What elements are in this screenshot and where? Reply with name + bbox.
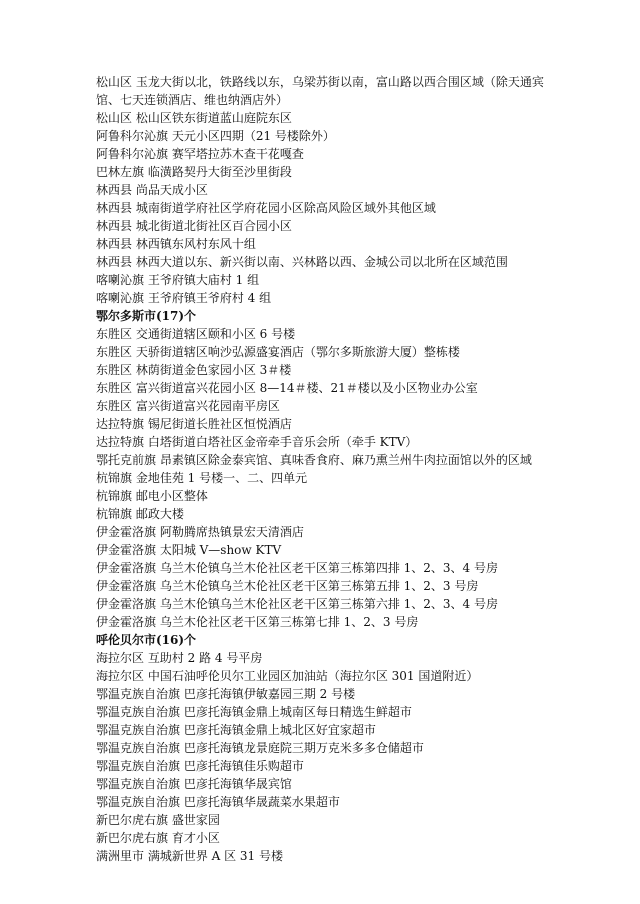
list-item: 喀喇沁旗 王爷府镇大庙村 1 组 (96, 273, 260, 287)
list-item: 鄂温克族自治旗 巴彦托海镇金鼎上城南区每日精选生鲜超市 (96, 705, 412, 719)
list-item: 达拉特旗 白塔街道白塔社区金帝牵手音乐会所（牵手 KTV） (96, 435, 418, 449)
list-item: 巴林左旗 临潢路契丹大街至沙里街段 (96, 165, 292, 179)
list-item: 伊金霍洛旗 乌兰木伦社区老干区第三栋第七排 1、2、3 号房 (96, 615, 419, 629)
list-item: 东胜区 林荫街道金色家园小区 3＃楼 (96, 363, 292, 377)
list-item: 林西县 林西大道以东、新兴街以南、兴林路以西、金城公司以北所在区域范围 (96, 255, 508, 269)
list-item: 松山区 玉龙大街以北，铁路线以东，乌梁苏街以南，富山路以西合围区域（除天通宾馆、七天连锁酒店、维也纳酒店外） (96, 75, 544, 107)
list-item: 林西县 林西镇东风村东风十组 (96, 237, 256, 251)
list-item: 阿鲁科尔沁旗 天元小区四期（21 号楼除外） (96, 129, 335, 143)
section-hulunbuir (96, 631, 556, 865)
list-item: 伊金霍洛旗 乌兰木伦镇乌兰木伦社区老干区第三栋第四排 1、2、3、4 号房 (96, 561, 498, 575)
section-heading: 呼伦贝尔市(16)个 (96, 633, 197, 647)
list-item: 海拉尔区 互助村 2 路 4 号平房 (96, 651, 263, 665)
list-item: 林西县 城南街道学府社区学府花园小区除高风险区域外其他区域 (96, 201, 436, 215)
document-page (96, 73, 556, 865)
list-item: 新巴尔虎右旗 育才小区 (96, 831, 220, 845)
list-item: 新巴尔虎右旗 盛世家园 (96, 813, 220, 827)
list-item: 杭锦旗 邮政大楼 (96, 507, 184, 521)
list-item: 伊金霍洛旗 阿勒腾席热镇景宏天清酒店 (96, 525, 304, 539)
list-item: 伊金霍洛旗 太阳城 V—show KTV (96, 543, 282, 557)
list-item: 东胜区 富兴街道富兴花园小区 8—14＃楼、21＃楼以及小区物业办公室 (96, 381, 478, 395)
section-heading: 鄂尔多斯市(17)个 (96, 309, 197, 323)
list-item: 林西县 城北街道北街社区百合园小区 (96, 219, 292, 233)
list-item: 阿鲁科尔沁旗 赛罕塔拉苏木查干花嘎查 (96, 147, 304, 161)
list-item: 满洲里市 满城新世界 A 区 31 号楼 (96, 849, 284, 863)
list-item: 鄂温克族自治旗 巴彦托海镇佳乐购超市 (96, 759, 304, 773)
list-item: 伊金霍洛旗 乌兰木伦镇乌兰木伦社区老干区第三栋第六排 1、2、3、4 号房 (96, 597, 498, 611)
list-item: 喀喇沁旗 王爷府镇王爷府村 4 组 (96, 291, 272, 305)
list-item: 鄂温克族自治旗 巴彦托海镇伊敏嘉园三期 2 号楼 (96, 687, 356, 701)
list-item: 东胜区 天骄街道辖区响沙弘源盛宴酒店（鄂尔多斯旅游大厦）整栋楼 (96, 345, 460, 359)
section-chifeng-continued (96, 73, 556, 307)
list-item: 东胜区 富兴街道富兴花园南平房区 (96, 399, 280, 413)
list-item: 鄂温克族自治旗 巴彦托海镇华晟蔬菜水果超市 (96, 795, 340, 809)
list-item: 达拉特旗 锡尼街道长胜社区恒悦酒店 (96, 417, 292, 431)
list-item: 鄂温克族自治旗 巴彦托海镇金鼎上城北区好宜家超市 (96, 723, 376, 737)
list-item: 杭锦旗 金地佳苑 1 号楼一、二、四单元 (96, 471, 308, 485)
list-item: 海拉尔区 中国石油呼伦贝尔工业园区加油站（海拉尔区 301 国道附近） (96, 669, 479, 683)
list-item: 鄂托克前旗 昂素镇区除金泰宾馆、真味香食府、麻乃熏兰州牛肉拉面馆以外的区域 (96, 453, 532, 467)
list-item: 鄂温克族自治旗 巴彦托海镇华晟宾馆 (96, 777, 292, 791)
list-item: 杭锦旗 邮电小区整体 (96, 489, 208, 503)
list-item: 东胜区 交通街道辖区颐和小区 6 号楼 (96, 327, 296, 341)
list-item: 鄂温克族自治旗 巴彦托海镇龙景庭院三期万克米多多仓储超市 (96, 741, 424, 755)
list-item: 林西县 尚品天成小区 (96, 183, 208, 197)
list-item: 伊金霍洛旗 乌兰木伦镇乌兰木伦社区老干区第三栋第五排 1、2、3 号房 (96, 579, 479, 593)
section-ordos (96, 307, 556, 631)
list-item: 松山区 松山区铁东街道蓝山庭院东区 (96, 111, 292, 125)
